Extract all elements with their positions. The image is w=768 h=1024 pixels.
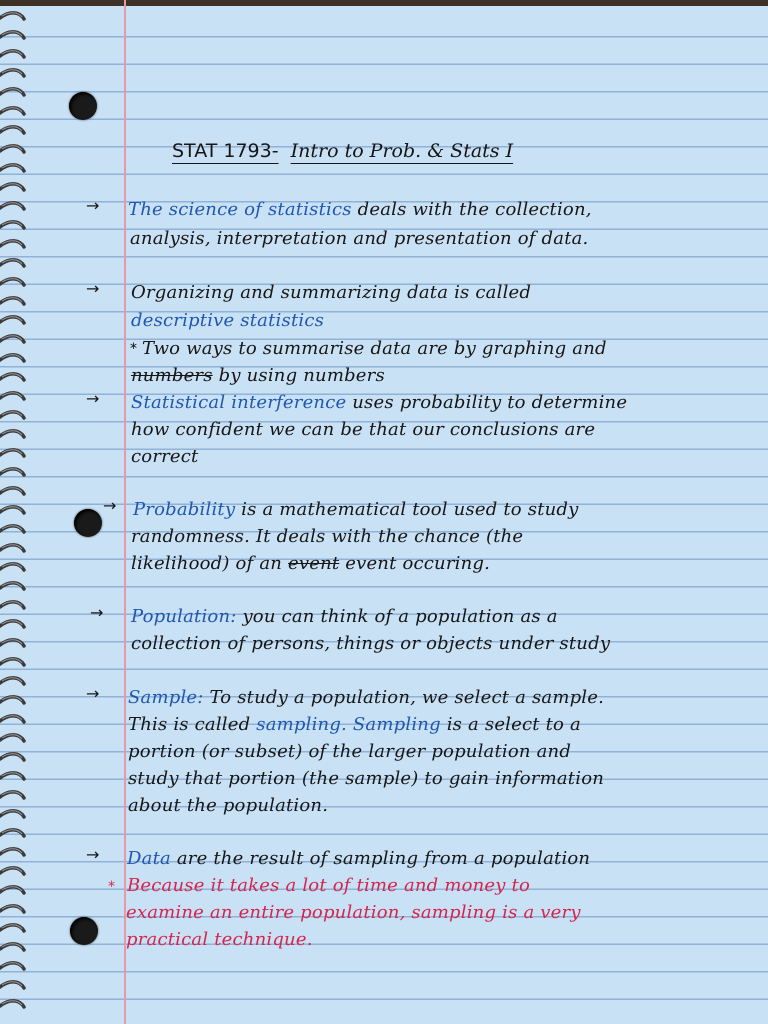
star-marker-2: * (108, 879, 115, 895)
note-6-line-2: collection of persons, things or objects under study (131, 633, 611, 654)
course-title: Intro to Prob. & Stats I (290, 140, 514, 162)
term-probability: Probability (133, 499, 236, 520)
note-1-line-2: analysis, interpretation and presentation of data. (130, 228, 589, 249)
note-5-line-2: randomness. It deals with the chance (the (131, 526, 524, 547)
note-9-line-2: examine an entire population, sampling is a very (126, 902, 581, 923)
note-9-line-1: Because it takes a lot of time and money to (127, 875, 531, 896)
term-sampling: sampling. (256, 714, 347, 735)
struck-word: event (288, 553, 340, 574)
term-sampling-2: Sampling (352, 714, 441, 735)
note-4-line-2: how confident we can be that our conclusions are (131, 419, 596, 440)
note-7-line-4: study that portion (the sample) to gain information (128, 768, 605, 789)
punch-hole-top (69, 92, 97, 120)
note-1-line-1: The science of statistics deals with the collection, (128, 199, 592, 220)
bullet-arrow-7: → (86, 845, 100, 864)
margin-line (124, 0, 126, 1024)
note-4-line-1: Statistical interference uses probability to determine (131, 392, 628, 413)
term-descriptive-statistics: descriptive statistics (131, 310, 325, 331)
bullet-arrow-2: → (86, 279, 100, 298)
page-title (172, 140, 513, 162)
punch-hole-middle (74, 509, 102, 537)
note-3-line-1: Two ways to summarise data are by graphing and (142, 338, 607, 359)
note-7-line-3: portion (or subset) of the larger population and (128, 741, 572, 762)
bullet-arrow-1: → (86, 196, 100, 215)
course-code: STAT 1793- (172, 140, 279, 162)
bullet-arrow-5: → (90, 603, 104, 622)
note-8-line-1: Data are the result of sampling from a population (127, 848, 591, 869)
punch-hole-bottom (70, 917, 98, 945)
note-9-line-3: practical technique. (126, 929, 313, 950)
note-4-line-3: correct (131, 446, 199, 467)
struck-word: numbers (131, 365, 213, 386)
term-population: Population: (131, 606, 237, 627)
note-5-line-1: Probability is a mathematical tool used to study (133, 499, 579, 520)
note-7-line-5: about the population. (128, 795, 329, 816)
note-7-line-2: This is called sampling. Sampling is a select to a (128, 714, 581, 735)
term-statistical-interference: Statistical interference (131, 392, 347, 413)
note-3-line-2: numbers by using numbers (131, 365, 385, 386)
term-data: Data (127, 848, 171, 869)
note-7-line-1: Sample: To study a population, we select a sample. (128, 687, 605, 708)
term-science-of-statistics: The science of statistics (128, 199, 352, 220)
star-marker-1: * (130, 341, 137, 357)
bullet-arrow-6: → (86, 684, 100, 703)
spiral-binding (0, 0, 30, 1024)
term-sample: Sample: (128, 687, 204, 708)
bullet-arrow-4: → (103, 496, 117, 515)
bullet-arrow-3: → (86, 389, 100, 408)
note-5-line-3: likelihood) of an event event occuring. (131, 553, 491, 574)
note-6-line-1: Population: you can think of a population as a (131, 606, 558, 627)
table-edge (0, 0, 768, 6)
note-2-line-1: Organizing and summarizing data is called (131, 282, 532, 303)
